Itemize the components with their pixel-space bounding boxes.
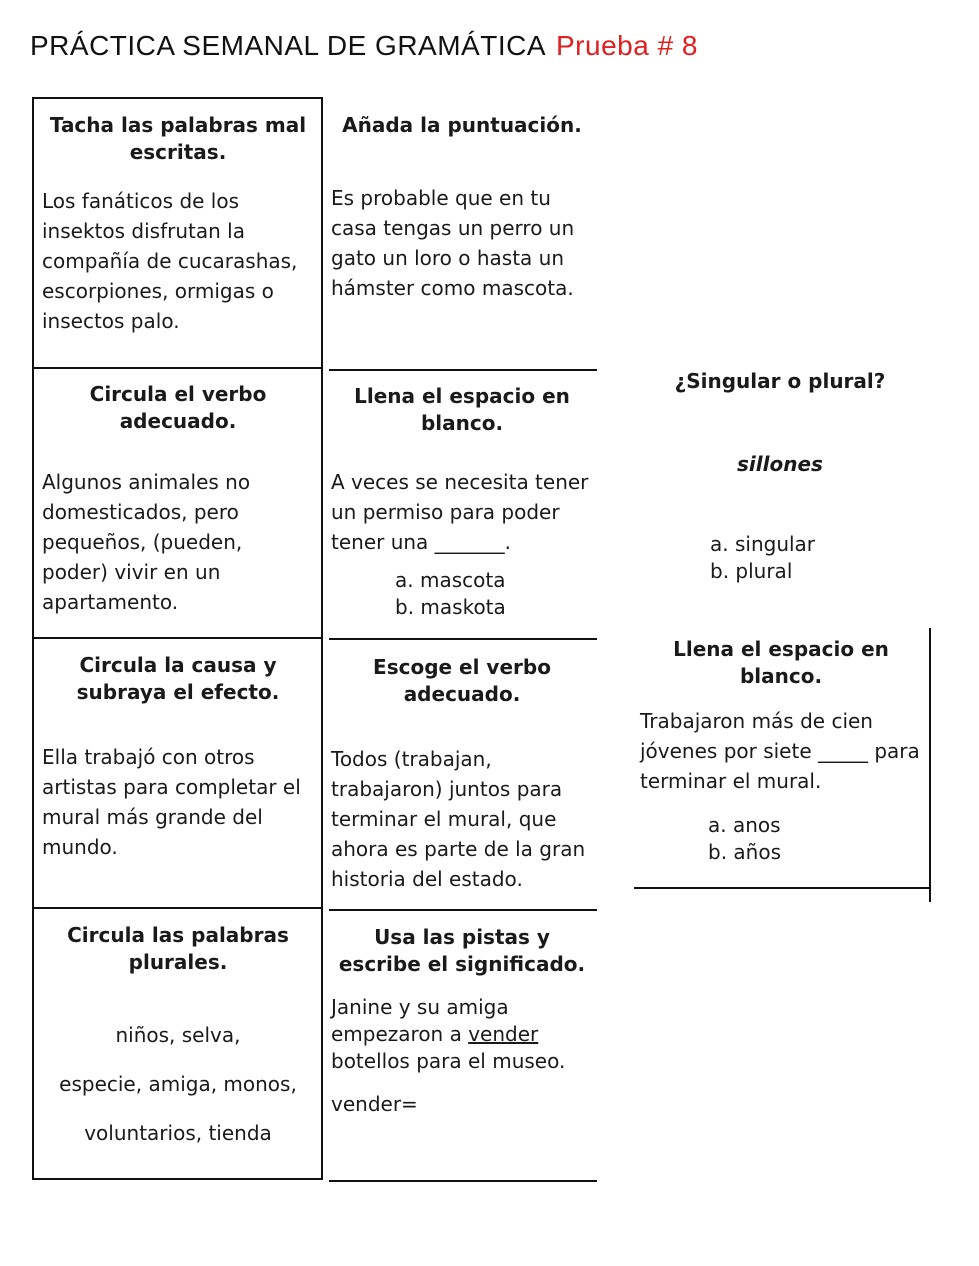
quiz-number: Prueba # 8 [556,30,698,61]
col1-right-border [321,98,323,1180]
col2-cell-2-options [331,567,593,621]
col1-cell-2-text: Algunos animales no domesticados, pero pequeños, (pueden, poder) vivir en un apartamento. [42,470,251,614]
plural-words-line-2: especie, amiga, monos, [59,1072,297,1096]
col2-divider-2 [329,638,597,640]
col1-cell-1-heading: Tacha las palabras mal escritas. [49,113,307,164]
option-b: b. plural [710,559,793,583]
answer-label: vender= [331,1092,418,1116]
col1-cell-4-heading: Circula las palabras plurales. [67,923,289,974]
col2-cell-4-heading: Usa las pistas y escribe el significado. [338,925,586,976]
plural-words-line-1: niños, selva, [115,1023,241,1047]
col2-cell-4-text [331,994,593,1075]
col1-cell-4 [38,922,318,1148]
page-title [30,30,698,62]
col3-right-border [929,628,931,902]
col2-cell-1-heading: Añada la puntuación. [342,113,582,137]
col2-cell-3-text: Todos (trabajan, trabajaron) juntos para terminar el mural, que ahora es parte de la gran historia del estado. [331,747,586,891]
col3-cell-2-options [640,812,922,866]
col3-cell-2-text: Trabajaron más de cien jóvenes por siete _____ para terminar el mural. [640,709,920,793]
col1-cell-3-text: Ella trabajó con otros artistas para completar el mural más grande del mundo. [42,745,301,859]
option-a: a. singular [710,532,816,556]
option-b: b. maskota [395,595,506,619]
col2-cell-1-text: Es probable que en tu casa tengas un perro un gato un loro o hasta un hámster como mascota. [331,186,575,300]
target-word: sillones [737,452,823,476]
col2-divider-3 [329,909,597,911]
col1-cell-1-text: Los fanáticos de los insektos disfrutan la compañía de cucarashas, escorpiones, ormigas o insectos palo. [42,189,298,333]
plural-words-line-3: voluntarios, tienda [84,1121,272,1145]
col1-cell-2-heading: Circula el verbo adecuado. [89,382,267,433]
sentence-start: Janine y su amiga empezaron a [331,995,509,1046]
sentence-end: botellos para el museo. [331,1049,566,1073]
col2-cell-3 [331,654,593,894]
col1-cell-3 [42,652,314,862]
option-a: a. mascota [395,568,506,592]
col1-bottom-border [32,1178,323,1180]
underlined-word: vender [468,1022,539,1046]
col3-cell-2-heading: Llena el espacio en blanco. [673,637,889,688]
col1-divider-1 [32,367,323,369]
col2-cell-2-heading: Llena el espacio en blanco. [354,384,570,435]
col2-divider-1 [329,369,597,371]
col2-bottom-border [329,1180,597,1182]
col1-cell-1 [42,112,314,336]
col3-cell-2 [640,636,922,866]
option-a: a. anos [708,813,781,837]
col1-divider-2 [32,637,323,639]
col1-divider-3 [32,907,323,909]
col1-cell-2 [42,381,314,617]
col3-cell-1-heading: ¿Singular o plural? [674,369,886,393]
title-main: PRÁCTICA SEMANAL DE GRAMÁTICA [30,30,546,61]
col2-cell-1 [331,112,593,303]
col1-left-border [32,98,34,1180]
col3-bottom-border [634,887,930,889]
col3-cell-1 [640,368,920,585]
option-b: b. años [708,840,781,864]
col2-cell-2-text: A veces se necesita tener un permiso para poder tener una _______. [331,470,589,554]
col2-cell-4 [331,924,593,1118]
col1-cell-3-heading: Circula la causa y subraya el efecto. [76,653,280,704]
col2-cell-3-heading: Escoge el verbo adecuado. [373,655,551,706]
col2-cell-2 [331,383,593,621]
col3-cell-1-options [640,531,920,585]
col1-top-border [32,97,323,99]
